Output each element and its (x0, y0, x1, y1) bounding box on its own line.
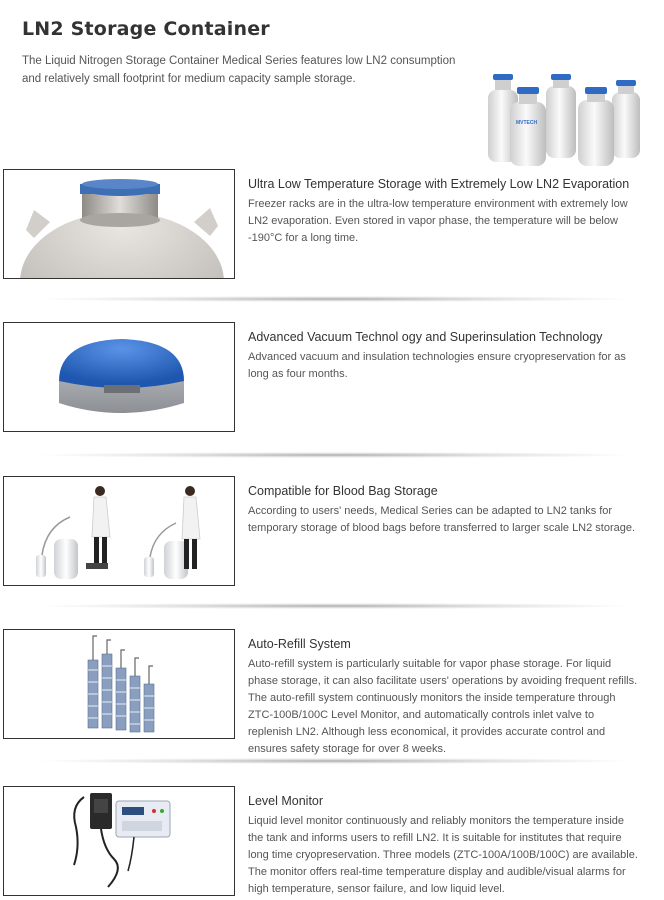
feature-section-2 (0, 322, 664, 432)
section-body: Liquid level monitor continuously and reliably monitors the temperature inside the tank and informs users to refill LN2. It is suitable for institutes that require long time cryopreservation. Three models (ZTC-100A/100B/100C) are available. The monitor offers real-time temperature display and audible/visual alarms for high temperature, sensor failure, and low liquid level. (248, 815, 638, 895)
section-title: Level Monitor (248, 794, 324, 808)
tank-2 (546, 74, 576, 158)
section-body: Freezer racks are in the ultra-low temperature environment with extremely low LN2 evaporation. Even stored in vapor phase, the temperature will be below -190°C for a long time. (248, 198, 628, 244)
intro-text: The Liquid Nitrogen Storage Container Medical Series features low LN2 consumption and relatively small footprint for medium capacity sample storage. (22, 55, 456, 85)
divider (40, 296, 630, 302)
section-title: Compatible for Blood Bag Storage (248, 484, 438, 498)
blue-lid-image (3, 322, 235, 432)
section-body: According to users' needs, Medical Series can be adapted to LN2 tanks for temporary storage of blood bags before transferred to larger scale LN2 storage. (248, 505, 636, 534)
divider (40, 603, 630, 609)
feature-section-1 (0, 169, 664, 279)
page-title: LN2 Storage Container (22, 18, 270, 40)
feature-section-3 (0, 476, 664, 586)
section-body: Advanced vacuum and insulation technologies ensure cryopreservation for as long as four months. (248, 351, 626, 380)
divider (40, 452, 630, 458)
feature-section-4 (0, 629, 664, 755)
brand-label: MVTECH (516, 120, 538, 126)
section-title: Advanced Vacuum Technol ogy and Superinsulation Technology (248, 330, 603, 344)
section-title: Auto-Refill System (248, 637, 351, 651)
divider (40, 758, 630, 764)
hero-tanks-image (482, 72, 644, 168)
blood-bag-storage-image (3, 476, 235, 586)
freezer-racks-image (3, 629, 235, 739)
tank-3 (612, 80, 640, 158)
section-title: Ultra Low Temperature Storage with Extremely Low LN2 Evaporation (248, 177, 630, 191)
tank-5 (578, 87, 614, 166)
tank-neck-image (3, 169, 235, 279)
level-monitor-image (3, 786, 235, 896)
section-body: Auto-refill system is particularly suitable for vapor phase storage. For liquid phase storage, it can also facilitate users' operations by avoiding frequent refills. The auto-refill system continuously monitors the inside temperature through ZTC-100B/100C Level Monitor, and automatically controls inlet valve to replenish LN2. Although less economical, it provides accurate control and ensures safety storage for over 8 weeks. (248, 658, 638, 755)
feature-section-5 (0, 786, 664, 896)
